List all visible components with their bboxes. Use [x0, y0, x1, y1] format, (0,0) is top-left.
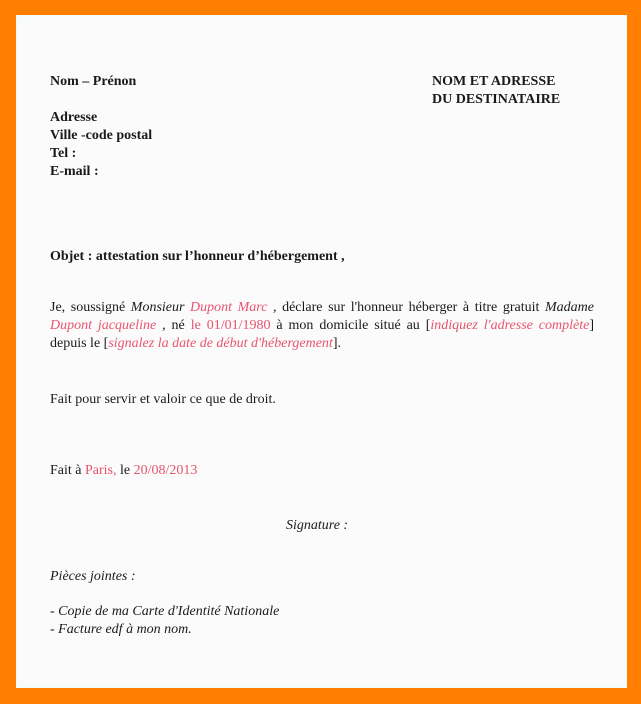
place-date-line — [50, 462, 197, 480]
sender-name: Nom – Prénon — [50, 74, 137, 89]
subject-line: Objet : attestation sur l’honneur d’hébergement , — [50, 249, 345, 264]
body-text: Je, soussigné — [50, 300, 131, 315]
place-prefix: Fait à — [50, 463, 85, 478]
body-paragraph — [50, 299, 594, 353]
host-name: Dupont Marc — [184, 300, 268, 315]
signature-label: Signature : — [286, 518, 349, 533]
body-text: ]. — [332, 336, 341, 351]
body-text: , déclare sur l'honneur héberger à titre gratuit — [267, 300, 545, 315]
attachments-title: Pièces jointes : — [50, 569, 136, 584]
sender-city: Ville -code postal — [50, 128, 153, 143]
sender-address: Adresse — [50, 110, 98, 125]
recipient-line-2: DU DESTINATAIRE — [432, 92, 561, 107]
closing-line: Fait pour servir et valoir ce que de droit. — [50, 392, 276, 407]
sender-email: E-mail : — [50, 164, 99, 179]
place-city: Paris, — [85, 463, 117, 478]
body-text: ] depuis le [ — [50, 318, 594, 351]
letter-page — [16, 15, 627, 688]
recipient-line-1: NOM ET ADRESSE — [432, 74, 556, 89]
guest-name: Dupont jacqueline — [50, 318, 157, 333]
place-mid: le — [116, 463, 134, 478]
date-placeholder: signalez la date de début d'hébergement — [108, 336, 333, 351]
body-text: , né — [156, 318, 191, 333]
attachment-item: - Facture edf à mon nom. — [50, 622, 192, 637]
address-placeholder: indiquez l'adresse complète — [430, 318, 590, 333]
sender-tel: Tel : — [50, 146, 77, 161]
guest-title: Madame — [544, 300, 594, 315]
host-title: Monsieur — [130, 300, 185, 315]
letter-date: 20/08/2013 — [133, 463, 198, 478]
body-text: à mon domicile situé au [ — [270, 318, 431, 333]
birth-date: le 01/01/1980 — [190, 318, 271, 333]
attachment-item: - Copie de ma Carte d'Identité Nationale — [50, 604, 280, 619]
